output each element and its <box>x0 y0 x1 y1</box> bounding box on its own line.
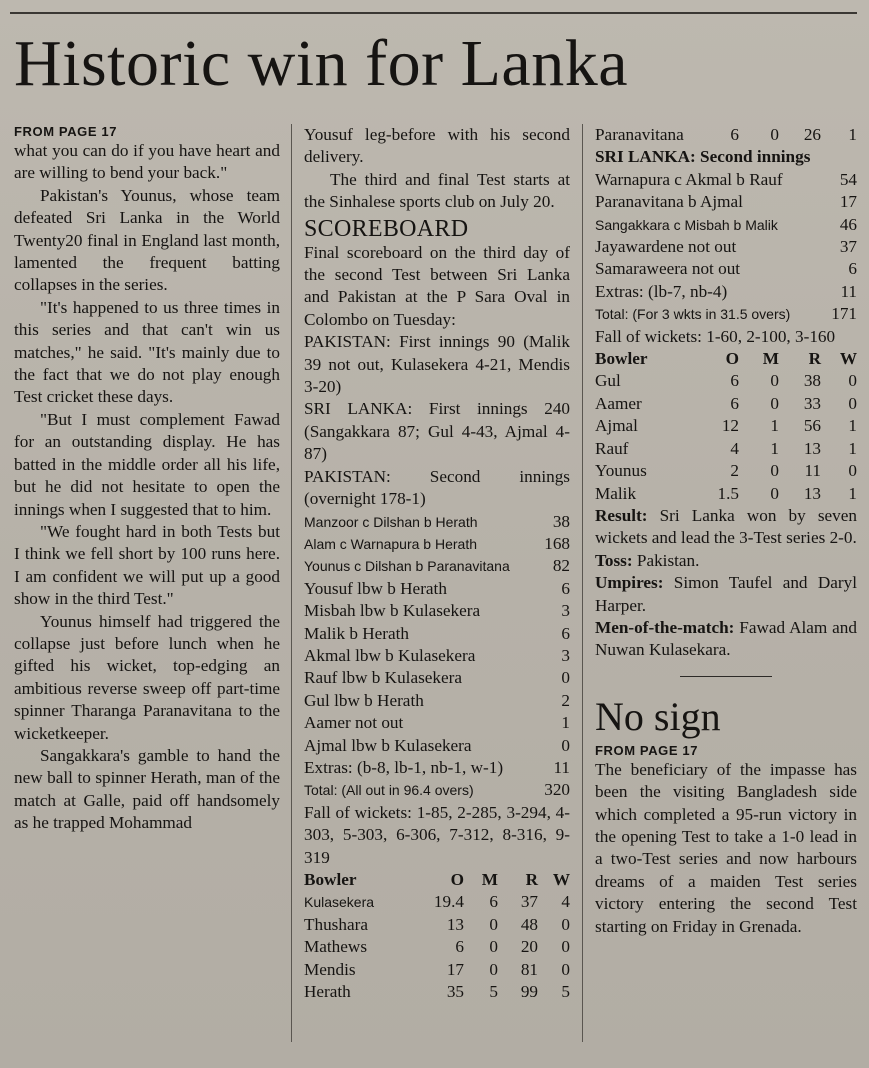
batting-row <box>595 258 857 280</box>
bowling-header-cell: Bowler <box>304 870 357 889</box>
batting-row <box>304 735 570 757</box>
bowling-figure: 17 <box>446 959 464 979</box>
bowling-figure: 6 <box>730 371 739 391</box>
bowling-row <box>595 415 857 437</box>
bowling-figure: 0 <box>561 937 570 957</box>
bowling-header-cell: O <box>450 870 464 889</box>
bowler-name: Malik <box>595 483 637 503</box>
bowling-row <box>304 891 570 913</box>
batsman-dismissal: Jayawardene not out <box>595 237 737 257</box>
top-rule <box>10 12 857 14</box>
umpires-text: Simon Taufel and Daryl Harper. <box>595 573 857 615</box>
bowling-figure: 12 <box>721 416 739 436</box>
bowling-figure: 5 <box>489 982 498 1002</box>
batsman-dismissal: Alam c Warnapura b Herath <box>304 535 477 552</box>
bowling-card <box>595 348 857 505</box>
bowling-row <box>595 124 857 146</box>
batsman-runs: 1 <box>561 713 570 733</box>
bowling-row <box>595 460 857 482</box>
jump-kicker: FROM PAGE 17 <box>14 124 118 139</box>
extras-runs: 11 <box>553 757 570 777</box>
innings-summary <box>304 331 570 398</box>
innings-summary <box>304 398 570 465</box>
total-runs: 320 <box>544 780 570 800</box>
bowling-figure: 0 <box>848 371 857 391</box>
innings-label: SRI LANKA: <box>304 399 413 419</box>
bowling-header-cell: W <box>839 349 857 369</box>
bowler-name: Thushara <box>304 914 368 934</box>
fall-of-wickets: Fall of wickets: 1-85, 2-285, 3-294, 4-303, 5-303, 6-306, 7-312, 8-316, 9-319 <box>304 802 570 867</box>
batting-row <box>595 191 857 213</box>
bowling-figure: 0 <box>770 125 779 144</box>
bowling-figure: 13 <box>803 483 821 503</box>
batsman-dismissal: Manzoor c Dilshan b Herath <box>304 513 478 530</box>
batsman-dismissal: Paranavitana b Ajmal <box>595 192 743 212</box>
toss-line <box>595 550 857 572</box>
bowling-figure: 56 <box>803 416 821 436</box>
bowling-figure: 33 <box>803 393 821 413</box>
bowling-row <box>595 393 857 415</box>
bowling-figure: 1 <box>848 416 857 436</box>
bowler-name: Herath <box>304 982 351 1002</box>
body-paragraph: "We fought hard in both Tests but I think we fell short by 100 runs here. I am confident we will put up a good show in the third Test." <box>14 521 280 609</box>
result-text: Sri Lanka won by seven wickets and lead the 3-Test series 2-0. <box>595 505 857 548</box>
bowler-name: Paranavitana <box>595 125 684 144</box>
fall-of-wickets: Fall of wickets: 1-60, 2-100, 3-160 <box>595 326 836 346</box>
scoreboard-intro: Final scoreboard on the third day of the second Test between Sri Lanka and Pakistan at the P Sara Oval in Colombo on Tuesday: <box>304 242 570 329</box>
bowling-header <box>595 348 857 370</box>
umpires-label: Umpires: <box>595 573 664 593</box>
bowling-figure: 48 <box>520 914 538 934</box>
body-paragraph: "But I must complement Fawad for an outstanding display. He has batted in the middle order all his life, but he did not hesitate to open the innings when I suggested that to him. <box>14 409 280 519</box>
batsman-dismissal: Samaraweera not out <box>595 259 741 279</box>
bowling-figure: 0 <box>770 393 779 413</box>
batting-row <box>304 667 570 689</box>
jump-kicker: FROM PAGE 17 <box>595 742 699 758</box>
extras-row <box>304 757 570 779</box>
story-headline: No sign <box>595 693 721 739</box>
article-column-3 <box>595 124 857 938</box>
bowling-figure: 4 <box>730 438 739 458</box>
batsman-runs: 46 <box>839 214 857 234</box>
bowling-row <box>595 483 857 505</box>
motm-line <box>595 617 857 662</box>
innings-text: Second innings (overnight 178-1) <box>304 466 570 509</box>
bowling-figure: 1.5 <box>717 483 739 503</box>
bowling-header-cell: Bowler <box>595 349 648 369</box>
innings-heading: SRI LANKA: Second innings <box>595 147 811 167</box>
bowling-figure: 81 <box>520 959 538 979</box>
batting-row <box>304 511 570 533</box>
bowling-figure: 99 <box>520 982 538 1002</box>
batsman-runs: 0 <box>561 668 570 688</box>
bowler-name: Ajmal <box>595 416 638 436</box>
bowling-figure: 6 <box>455 937 464 957</box>
batsman-dismissal: Sangakkara c Misbah b Malik <box>595 216 778 233</box>
total-runs: 171 <box>831 304 857 324</box>
scoreboard-heading: SCOREBOARD <box>304 215 469 242</box>
batting-row <box>595 169 857 191</box>
batsman-runs: 82 <box>552 556 570 576</box>
bowler-name: Mendis <box>304 959 356 979</box>
batsman-dismissal: Ajmal lbw b Kulasekera <box>304 735 472 755</box>
batting-row <box>304 578 570 600</box>
batsman-dismissal: Yousuf lbw b Herath <box>304 578 447 598</box>
bowling-figure: 0 <box>848 461 857 481</box>
bowler-name: Kulasekera <box>304 894 375 911</box>
batting-card <box>304 511 570 757</box>
headline: Historic win for Lanka <box>14 27 628 100</box>
bowling-row <box>595 370 857 392</box>
bowling-header-cell: R <box>808 349 821 369</box>
batsman-dismissal: Rauf lbw b Kulasekera <box>304 668 462 688</box>
batsman-dismissal: Aamer not out <box>304 713 404 733</box>
bowling-row <box>595 438 857 460</box>
bowling-figure: 1 <box>848 125 857 144</box>
batsman-dismissal: Younus c Dilshan b Paranavitana <box>304 558 510 575</box>
extras-row <box>595 281 857 303</box>
bowling-header-cell: M <box>481 870 498 889</box>
extras-runs: 11 <box>840 281 857 301</box>
bowling-figure: 11 <box>804 461 821 481</box>
bowling-figure: 0 <box>770 483 779 503</box>
bowling-figure: 0 <box>770 461 779 481</box>
bowling-figure: 1 <box>848 438 857 458</box>
total-label: Total: (All out in 96.4 overs) <box>304 782 474 799</box>
bowling-card <box>304 869 570 1003</box>
toss-label: Toss: <box>595 550 633 570</box>
extras-label: Extras: (b-8, lb-1, nb-1, w-1) <box>304 757 504 777</box>
bowling-header-cell: M <box>762 349 779 369</box>
body-paragraph: "It's happened to us three times in this series and that can't win us matches," he said. "It's mainly due to the fact that we do not play enough Test cricket these days. <box>14 297 280 407</box>
batting-row <box>304 533 570 555</box>
batsman-runs: 0 <box>561 735 570 755</box>
bowling-header-cell: W <box>552 870 570 889</box>
batsman-dismissal: Gul lbw b Herath <box>304 690 424 710</box>
extras-label: Extras: (lb-7, nb-4) <box>595 281 728 301</box>
batsman-dismissal: Akmal lbw b Kulasekera <box>304 645 476 665</box>
batsman-runs: 6 <box>561 623 570 643</box>
bowling-figure: 13 <box>446 914 464 934</box>
total-row <box>304 779 570 801</box>
bowling-figure: 0 <box>561 959 570 979</box>
innings-text: First innings 90 (Malik 39 not out, Kulasekera 4-21, Mendis 3-20) <box>304 332 570 397</box>
innings-summary <box>304 466 570 511</box>
article-column-2 <box>304 124 570 1003</box>
bowling-figure: 0 <box>489 914 498 934</box>
bowling-row <box>304 981 570 1003</box>
batsman-runs: 3 <box>561 645 570 665</box>
batsman-dismissal: Warnapura c Akmal b Rauf <box>595 169 783 189</box>
bowling-figure: 0 <box>489 937 498 957</box>
column-divider <box>582 124 583 1042</box>
bowling-figure: 38 <box>803 371 821 391</box>
bowling-header-cell: O <box>725 349 739 369</box>
innings-label: PAKISTAN: <box>304 332 391 352</box>
bowling-card-continued <box>595 124 857 146</box>
story-body: The beneficiary of the impasse has been the visiting Bangladesh side which completed a 95-run victory in the opening Test to take a 1-0 lead in a two-Test series and now harbours dreams of a maiden Test series victory entering the second Test starting on Friday in Grenada. <box>595 759 857 936</box>
bowling-figure: 26 <box>803 125 821 144</box>
batting-row <box>304 623 570 645</box>
batsman-runs: 38 <box>552 511 570 531</box>
bowling-row <box>304 959 570 981</box>
bowler-name: Rauf <box>595 438 629 458</box>
batsman-runs: 17 <box>839 192 857 212</box>
bowling-figure: 4 <box>561 892 570 912</box>
bowling-figure: 20 <box>520 937 538 957</box>
body-paragraph: what you can do if you have heart and are willing to bend your back." <box>14 141 280 183</box>
toss-text: Pakistan. <box>632 550 700 570</box>
batsman-runs: 37 <box>839 237 857 257</box>
innings-text: First innings 240 (Sangakkara 87; Gul 4-43, Ajmal 4-87) <box>304 399 571 464</box>
body-paragraph: Pakistan's Younus, whose team defeated Sri Lanka in the World Twenty20 final in England last month, lamented the frequent batting collapses in the series. <box>14 185 280 295</box>
batsman-runs: 54 <box>839 169 857 189</box>
batsman-runs: 6 <box>848 259 857 279</box>
batsman-runs: 2 <box>561 690 570 710</box>
batsman-dismissal: Malik b Herath <box>304 623 410 643</box>
result-line <box>595 505 857 550</box>
bowling-figure: 6 <box>730 125 739 144</box>
bowling-figure: 13 <box>803 438 821 458</box>
bowler-name: Mathews <box>304 937 368 957</box>
result-label: Result: <box>595 505 648 525</box>
batsman-dismissal: Misbah lbw b Kulasekera <box>304 601 481 621</box>
column-divider <box>291 124 292 1042</box>
bowling-figure: 0 <box>489 959 498 979</box>
bowling-figure: 37 <box>520 892 538 912</box>
innings-label: PAKISTAN: <box>304 466 391 486</box>
bowling-figure: 0 <box>770 371 779 391</box>
bowling-figure: 2 <box>730 461 739 481</box>
batsman-runs: 168 <box>544 533 570 553</box>
batting-row <box>595 236 857 258</box>
bowler-name: Aamer <box>595 393 642 413</box>
motm-text: Fawad Alam and Nuwan Kulasekara. <box>595 617 857 660</box>
batting-row <box>304 645 570 667</box>
total-label: Total: (For 3 wkts in 31.5 overs) <box>595 306 791 323</box>
bowling-figure: 0 <box>561 914 570 934</box>
bowling-figure: 1 <box>770 416 779 436</box>
bowling-figure: 1 <box>848 483 857 503</box>
batsman-runs: 6 <box>561 578 570 598</box>
batting-row <box>304 690 570 712</box>
bowler-name: Gul <box>595 371 621 391</box>
total-row <box>595 303 857 325</box>
batsman-runs: 3 <box>561 601 570 621</box>
article-column-1 <box>14 124 280 835</box>
batting-card <box>595 169 857 281</box>
bowling-row <box>304 936 570 958</box>
bowling-figure: 5 <box>561 982 570 1002</box>
bowling-figure: 6 <box>730 393 739 413</box>
body-paragraph: Sangakkara's gamble to hand the new ball to spinner Herath, man of the match at Galle, paid off handsomely as he trapped Mohammad <box>14 745 280 833</box>
section-divider <box>680 676 772 677</box>
bowling-figure: 19.4 <box>433 892 464 912</box>
bowling-header <box>304 869 570 891</box>
bowler-name: Younus <box>595 461 647 481</box>
umpires-line <box>595 572 857 617</box>
motm-label: Men-of-the-match: <box>595 617 735 637</box>
body-paragraph: Younus himself had triggered the collapse just before lunch when he gifted his wicket, top-edging an ambitious reverse sweep off part-time spinner Tharanga Paranavitana to the wicketkeeper. <box>14 611 280 743</box>
bowling-row <box>304 914 570 936</box>
body-paragraph: The third and final Test starts at the Sinhalese sports club on July 20. <box>304 169 570 212</box>
bowling-figure: 6 <box>489 892 498 912</box>
batting-row <box>304 712 570 734</box>
bowling-figure: 35 <box>446 982 464 1002</box>
batting-row <box>595 214 857 236</box>
bowling-header-cell: R <box>525 870 538 889</box>
batting-row <box>304 600 570 622</box>
batting-row <box>304 555 570 577</box>
bowling-figure: 0 <box>848 393 857 413</box>
body-paragraph: Yousuf leg-before with his second delivery. <box>304 125 570 167</box>
bowling-figure: 1 <box>770 438 779 458</box>
